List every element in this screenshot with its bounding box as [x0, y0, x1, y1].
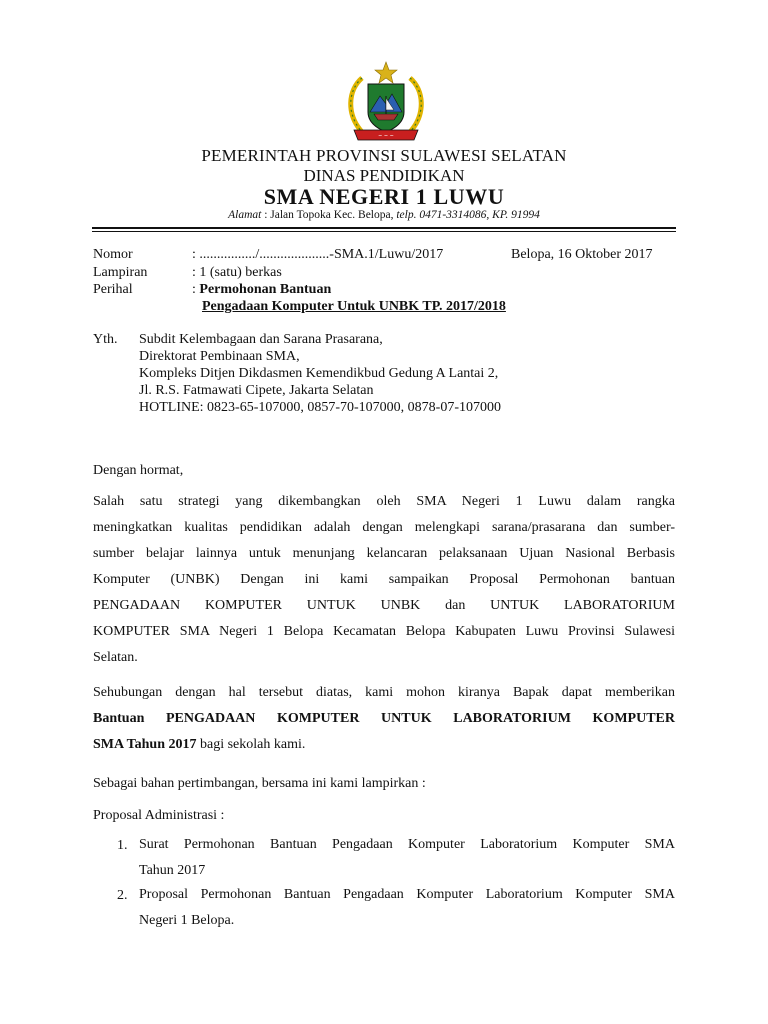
department-name: DINAS PENDIDIKAN	[303, 166, 465, 185]
south-sulawesi-coat-of-arms-icon	[340, 60, 432, 144]
paragraph-line: Komputer (UNBK) Dengan ini kami sampaikan Proposal Permohonan bantuan	[93, 572, 675, 587]
addressee-line: Direktorat Pembinaan SMA,	[139, 349, 300, 364]
addressee-hotline: HOTLINE: 0823-65-107000, 0857-70-107000, 0878-07-107000	[139, 400, 502, 415]
paragraph-bold-phrase: SMA Tahun 2017	[93, 737, 197, 752]
list-number: 1.	[117, 838, 128, 853]
svg-text:~ ~ ~: ~ ~ ~	[378, 133, 394, 140]
paragraph-line: Sehubungan dengan hal tersebut diatas, kami mohon kiranya Bapak dapat memberikan	[93, 685, 675, 700]
letterhead-rule-thick	[92, 227, 676, 229]
paragraph-line	[93, 732, 675, 758]
nomor-label: Nomor	[93, 247, 133, 262]
proposal-heading: Proposal Administrasi :	[93, 808, 225, 823]
nomor-value: : ................/....................-SMA.1/Luwu/2017	[192, 247, 444, 262]
paragraph-line: Selatan.	[93, 650, 138, 665]
paragraph-line: meningkatkan kualitas pendidikan adalah dengan melengkapi sarana/prasarana dan sumber-	[93, 520, 675, 535]
address-label: Alamat	[228, 209, 262, 221]
list-item-line: Negeri 1 Belopa.	[139, 913, 235, 928]
list-item-line: Surat Permohonan Bantuan Pengadaan Komputer Laboratorium Komputer SMA	[139, 837, 675, 852]
letter-date: Belopa, 16 Oktober 2017	[511, 247, 653, 262]
government-name: PEMERINTAH PROVINSI SULAWESI SELATAN	[201, 146, 567, 165]
paragraph-line: PENGADAAN KOMPUTER UNTUK UNBK dan UNTUK LABORATORIUM	[93, 598, 675, 613]
list-number: 2.	[117, 888, 128, 903]
lampiran-value: : 1 (satu) berkas	[192, 265, 282, 280]
list-item	[139, 882, 675, 934]
perihal-title-line1: Permohonan Bantuan	[199, 282, 332, 297]
phone-text: telp. 0471-3314086, KP. 91994	[396, 209, 540, 221]
paragraph-text: bagi sekolah kami.	[196, 737, 306, 752]
body-paragraph-3: Sebagai bahan pertimbangan, bersama ini kami lampirkan :	[93, 776, 426, 791]
addressee-line: Kompleks Ditjen Dikdasmen Kemendikbud Gedung A Lantai 2,	[139, 366, 499, 381]
perihal-prefix: :	[192, 282, 200, 297]
addressee-label: Yth.	[93, 332, 118, 347]
body-paragraph-2	[93, 680, 675, 758]
perihal-title-line2: Pengadaan Komputer Untuk UNBK TP. 2017/2018	[202, 299, 506, 314]
addressee-line: Jl. R.S. Fatmawati Cipete, Jakarta Selatan	[139, 383, 374, 398]
list-item-line: Proposal Permohonan Bantuan Pengadaan Komputer Laboratorium Komputer SMA	[139, 887, 675, 902]
school-address	[0, 209, 768, 221]
perihal-value	[192, 281, 331, 298]
school-name: SMA NEGERI 1 LUWU	[263, 184, 505, 209]
perihal-label: Perihal	[93, 282, 133, 297]
addressee-line: Subdit Kelembagaan dan Sarana Prasarana,	[139, 332, 383, 347]
paragraph-line: sumber belajar lainnya untuk menunjang kelancaran pelaksanaan Ujuan Nasional Berbasis	[93, 546, 675, 561]
paragraph-line: Salah satu strategi yang dikembangkan oleh SMA Negeri 1 Luwu dalam rangka	[93, 494, 675, 509]
lampiran-label: Lampiran	[93, 265, 148, 280]
body-paragraph-1	[93, 489, 675, 671]
greeting: Dengan hormat,	[93, 463, 184, 478]
list-item-line: Tahun 2017	[139, 863, 206, 878]
list-item	[139, 832, 675, 884]
letterhead-rule-thin	[92, 231, 676, 232]
paragraph-line-bold: Bantuan PENGADAAN KOMPUTER UNTUK LABORATORIUM KOMPUTER	[93, 711, 675, 726]
paragraph-line: KOMPUTER SMA Negeri 1 Belopa Kecamatan Belopa Kabupaten Luwu Provinsi Sulawesi	[93, 624, 675, 639]
address-text: : Jalan Topoka Kec. Belopa,	[261, 209, 397, 221]
